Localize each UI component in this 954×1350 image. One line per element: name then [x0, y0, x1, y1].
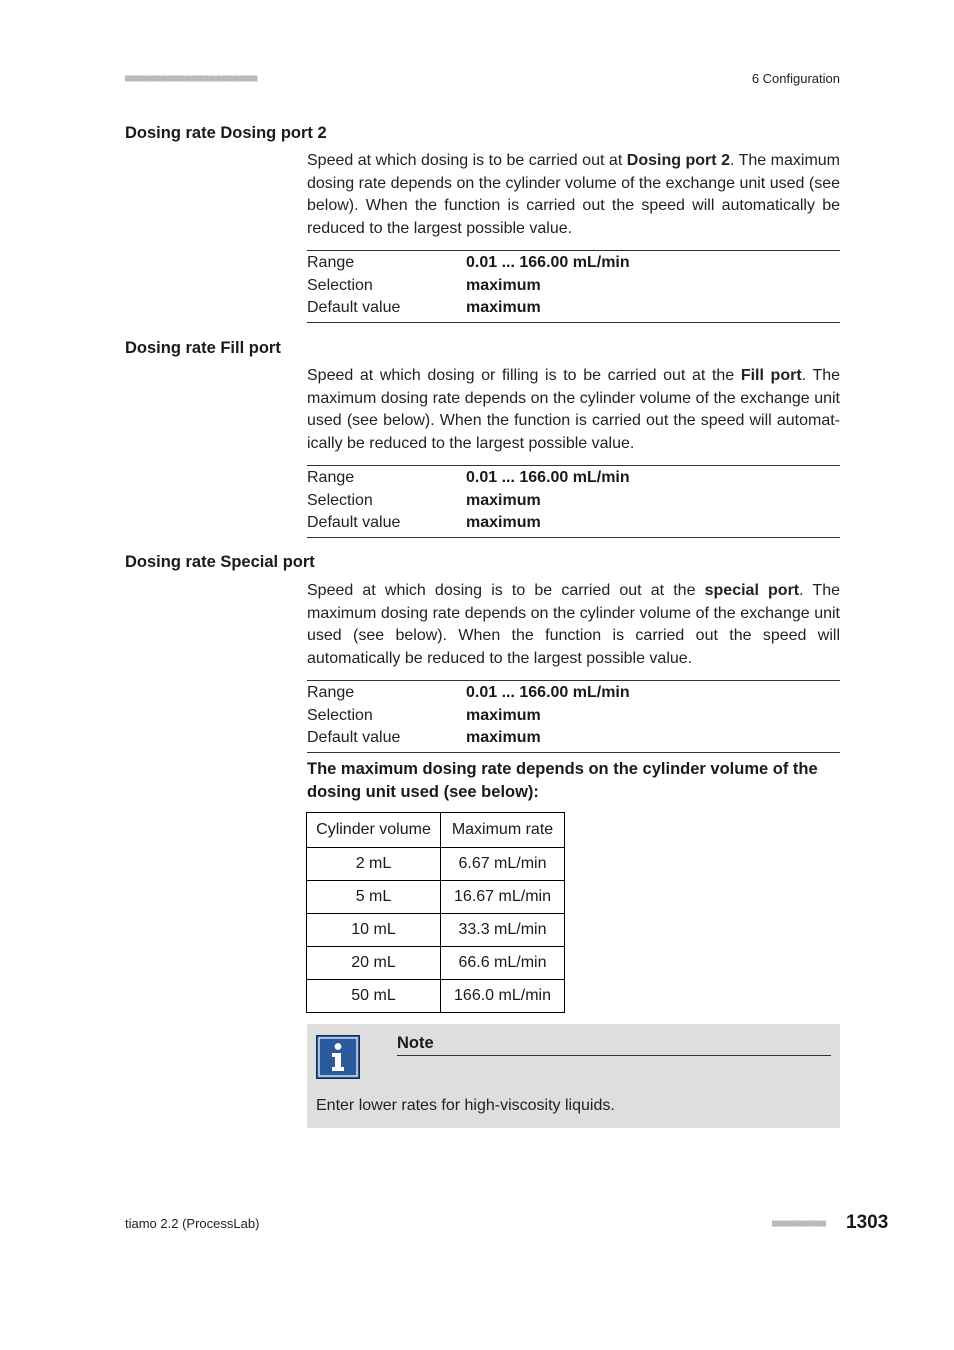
param-row [307, 727, 840, 750]
table-cell: 50 mL [307, 980, 441, 1013]
table-cell: 6.67 mL/min [441, 848, 565, 881]
parameter-table [307, 465, 840, 538]
param-value: maximum [466, 706, 541, 724]
param-value: maximum [466, 514, 541, 532]
param-label: Default value [307, 729, 401, 747]
param-label: Range [307, 684, 355, 702]
param-row [307, 682, 840, 705]
table-cell: 2 mL [307, 848, 441, 881]
param-value: 0.01 ... 166.00 mL/min [466, 684, 630, 702]
table-cell: 16.67 mL/min [441, 881, 565, 914]
param-value: 0.01 ... 166.00 mL/min [466, 469, 630, 487]
param-row [307, 705, 840, 728]
page-number: 1303 [846, 1212, 889, 1233]
param-row [307, 252, 840, 275]
param-row [307, 512, 840, 535]
section-description: Speed at which dosing is to be carried out at the special port. The maximum dosing rate depends on the cylinder volume of the exchange unit used (see below). When the function is carried out the speed will automatically be reduced to the largest possible value. [307, 582, 840, 667]
section-title-special-port: Dosing rate Special port [125, 553, 315, 571]
param-value: maximum [466, 299, 541, 317]
section-description: Speed at which dosing is to be carried out at Dosing port 2. The maximum dosing rate depends on the cylinder volume of the exchange unit used (see below). When the function is carried out the speed will automatically be reduced to the largest possible value. [307, 152, 841, 237]
param-row [307, 275, 840, 298]
footer-decoration: ■■■■■■■■■ [772, 1218, 827, 1229]
info-icon [316, 1035, 360, 1079]
table-cell: 66.6 mL/min [441, 947, 565, 980]
table-cell: 20 mL [307, 947, 441, 980]
param-value: maximum [466, 729, 541, 747]
table-cell: 166.0 mL/min [441, 980, 565, 1013]
param-row [307, 297, 840, 320]
table-cell: 10 mL [307, 914, 441, 947]
section-title-dosing-port-2: Dosing rate Dosing port 2 [125, 124, 327, 142]
param-label: Selection [307, 276, 373, 294]
column-header: Maximum rate [441, 813, 565, 848]
param-value: 0.01 ... 166.00 mL/min [466, 254, 630, 272]
table-row [307, 947, 565, 980]
param-label: Default value [307, 514, 401, 532]
table-row [307, 881, 565, 914]
footer-product: tiamo 2.2 (ProcessLab) [125, 1216, 260, 1231]
cylinder-volume-note: The maximum dosing rate depends on the cylinder volume of the dosing unit used (see below): [307, 760, 818, 801]
section-description: Speed at which dosing or filling is to be carried out at the Fill port. The maximum dosing rate depends on the cylinder volume of the exchange unit used (see below). When the function is carried out the speed will automatically be reduced to the largest possible value. [307, 367, 841, 452]
parameter-table [307, 680, 840, 753]
table-row [307, 980, 565, 1013]
param-value: maximum [466, 276, 541, 294]
param-value: maximum [466, 491, 541, 509]
column-header: Cylinder volume [307, 813, 441, 848]
cylinder-rate-table [306, 812, 565, 1013]
param-label: Default value [307, 299, 401, 317]
note-text: Enter lower rates for high-viscosity liquids. [316, 1097, 615, 1114]
table-row [307, 848, 565, 881]
chapter-title: 6 Configuration [751, 71, 840, 86]
table-row [307, 914, 565, 947]
note-box [307, 1024, 840, 1128]
table-header-row [307, 813, 565, 848]
table-cell: 5 mL [307, 881, 441, 914]
param-row [307, 490, 840, 513]
parameter-table [307, 250, 840, 323]
param-label: Selection [307, 491, 373, 509]
note-title: Note [397, 1034, 831, 1056]
param-label: Range [307, 469, 355, 487]
param-row [307, 467, 840, 490]
param-label: Selection [307, 706, 373, 724]
section-title-fill-port: Dosing rate Fill port [125, 339, 281, 357]
table-cell: 33.3 mL/min [441, 914, 565, 947]
header-decoration: ■■■■■■■■■■■■■■■■■■■■■■ [125, 73, 258, 84]
param-label: Range [307, 254, 355, 272]
